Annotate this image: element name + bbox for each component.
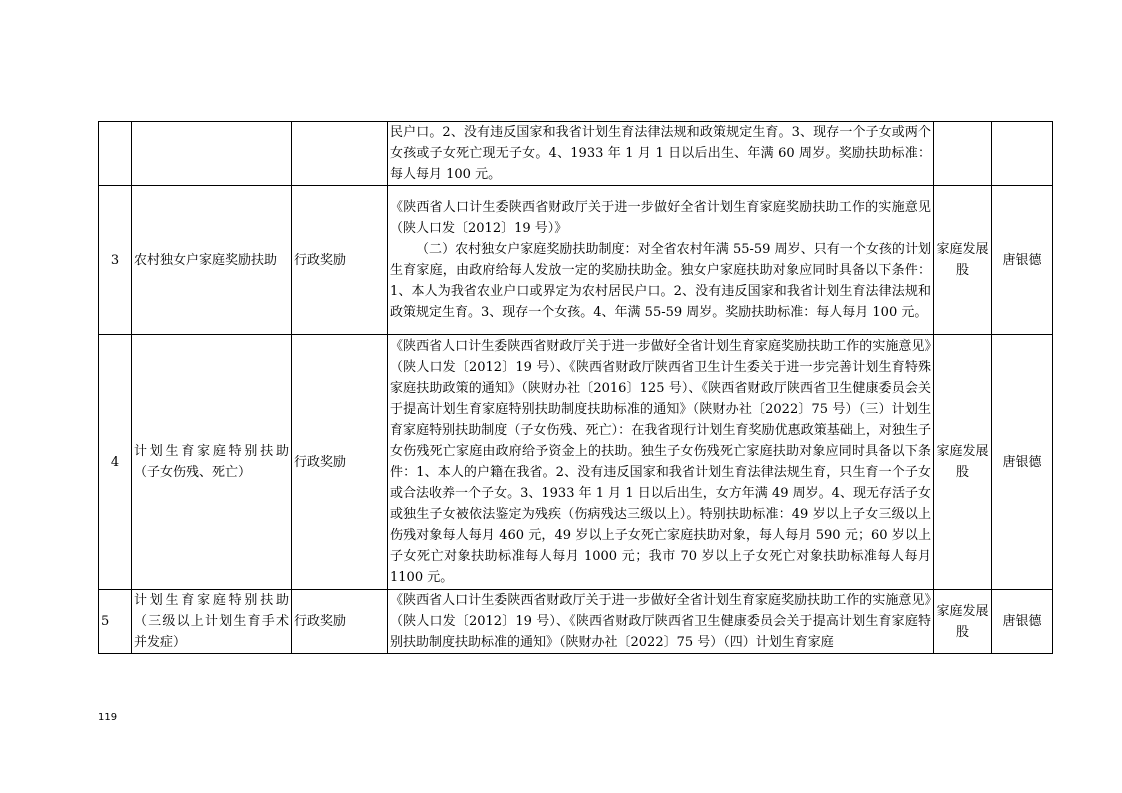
page-number: 119 xyxy=(98,712,118,723)
policy-table xyxy=(98,121,1053,654)
table-row xyxy=(99,590,1053,654)
responsible-person xyxy=(992,122,1053,186)
item-type: 行政奖励 xyxy=(292,186,388,335)
item-name: 农村独女户家庭奖励扶助 xyxy=(132,186,292,335)
item-type: 行政奖励 xyxy=(292,335,388,590)
row-number xyxy=(99,122,132,186)
item-name xyxy=(132,122,292,186)
legal-basis-paragraph: （二）农村独女户家庭奖励扶助制度：对全省农村年满 55-59 周岁、只有一个女孩的计划生育家庭，由政府给每人发放一定的奖励扶助金。独女户家庭扶助对象应同时具备以下条件：1、本人为我省农业户口或界定为农村居民户口。2、没有违反国家和我省计划生育法律法规和政策规定生育。3、现存一个女孩。4、年满 55-59 周岁。奖励扶助标准：每人每月 100 元。 xyxy=(390,242,931,320)
item-type: 行政奖励 xyxy=(292,590,388,654)
table-row xyxy=(99,335,1053,590)
responsible-person: 唐银德 xyxy=(992,335,1053,590)
row-number: 4 xyxy=(99,335,132,590)
legal-basis-paragraph: 《陕西省人口计生委陕西省财政厅关于进一步做好全省计划生育家庭奖励扶助工作的实施意见（陕人口发〔2012〕19 号）》 xyxy=(390,200,931,236)
table-row xyxy=(99,186,1053,335)
responsible-department: 家庭发展股 xyxy=(934,186,992,335)
legal-basis: 《陕西省人口计生委陕西省财政厅关于进一步做好全省计划生育家庭奖励扶助工作的实施意见》（陕人口发〔2012〕19 号）、《陕西省财政厅陕西省卫生健康委员会关于提高计划生育家庭特别扶助制度扶助标准的通知》（陕财办社〔2022〕75 号）（四）计划生育家庭 xyxy=(388,590,934,654)
legal-basis xyxy=(388,186,934,335)
responsible-department xyxy=(934,122,992,186)
responsible-department: 家庭发展股 xyxy=(934,590,992,654)
legal-basis: 民户口。2、没有违反国家和我省计划生育法律法规和政策规定生育。3、现存一个子女或两个女孩或子女死亡现无子女。4、1933 年 1 月 1 日以后出生、年满 60 周岁。奖励扶助标准：每人每月 100 元。 xyxy=(388,122,934,186)
legal-basis: 《陕西省人口计生委陕西省财政厅关于进一步做好全省计划生育家庭奖励扶助工作的实施意见》（陕人口发〔2012〕19 号）、《陕西省财政厅陕西省卫生计生委关于进一步完善计划生育特殊家庭扶助政策的通知》（陕财办社〔2016〕125 号）、《陕西省财政厅陕西省卫生健康委员会关于提高计划生育家庭特别扶助制度扶助标准的通知》（陕财办社〔2022〕75 号）（三）计划生育家庭特别扶助制度（子女伤残、死亡）：在我省现行计划生育奖励优惠政策基础上，对独生子女伤残死亡家庭由政府给予资金上的扶助。独生子女伤残死亡家庭扶助对象应同时具备以下条件：1、本人的户籍在我省。2、没有违反国家和我省计划生育法律法规生育，只生育一个子女或合法收养一个子女。3、1933 年 1 月 1 日以后出生，女方年满 49 周岁。4、现无存活子女或独生子女被依法鉴定为残疾（伤病残达三级以上）。特别扶助标准：49 岁以上子女三级以上伤残对象每人每月 460 元，49 岁以上子女死亡家庭扶助对象，每人每月 590 元；60 岁以上子女死亡对象扶助标准每人每月 1000 元；我市 70 岁以上子女死亡对象扶助标准每人每月 1100 元。 xyxy=(388,335,934,590)
row-number: 5 xyxy=(99,590,132,654)
item-type xyxy=(292,122,388,186)
item-name: 计划生育家庭特别扶助（子女伤残、死亡） xyxy=(132,335,292,590)
responsible-department: 家庭发展股 xyxy=(934,335,992,590)
item-name: 计划生育家庭特别扶助（三级以上计划生育手术并发症） xyxy=(132,590,292,654)
row-number: 3 xyxy=(99,186,132,335)
responsible-person: 唐银德 xyxy=(992,590,1053,654)
responsible-person: 唐银德 xyxy=(992,186,1053,335)
table-row xyxy=(99,122,1053,186)
